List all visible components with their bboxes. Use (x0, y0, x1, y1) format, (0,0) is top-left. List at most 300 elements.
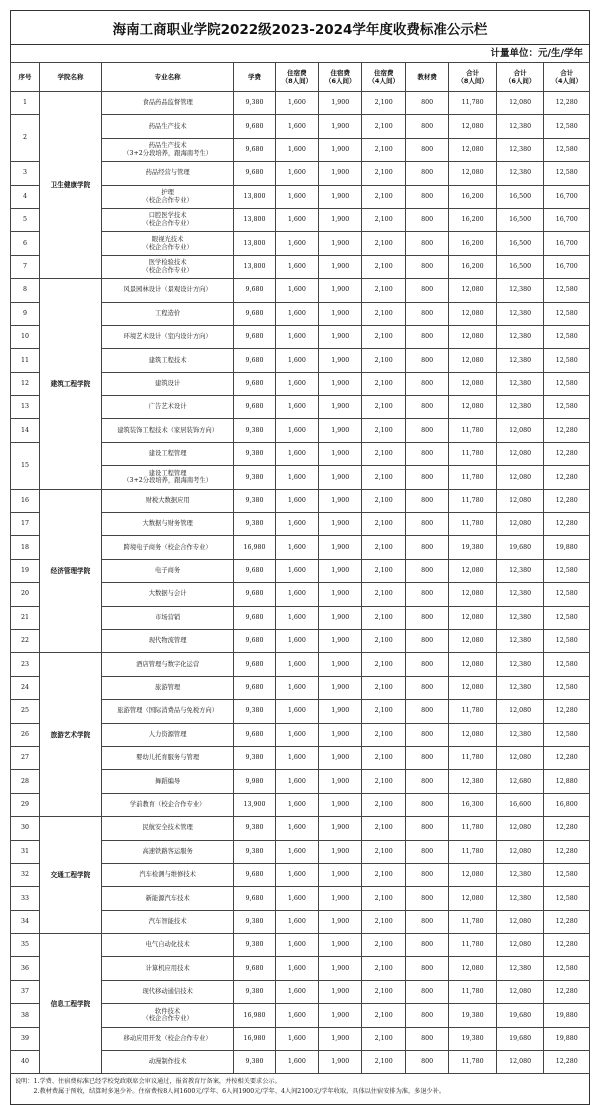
table-row (11, 92, 590, 115)
major-name-cell: 汽车检测与维修技术 (101, 863, 233, 886)
t6-cell: 12,380 (496, 115, 544, 138)
t4-cell: 12,580 (544, 325, 590, 348)
row-number-cell: 18 (11, 536, 40, 559)
t8-cell: 11,780 (449, 466, 497, 489)
major-name-cell: 新能源汽车技术 (101, 887, 233, 910)
d8-cell: 1,600 (275, 396, 318, 419)
d6-cell: 1,900 (319, 489, 362, 512)
t6-cell: 12,080 (496, 92, 544, 115)
unit-label: 计量单位：元/生/学年 (10, 44, 590, 62)
t4-cell: 12,580 (544, 863, 590, 886)
t6-cell: 16,500 (496, 232, 544, 255)
major-name-cell: 现代移动通信技术 (101, 980, 233, 1003)
major-name-cell: 现代物流管理 (101, 629, 233, 652)
fee-cell: 9,680 (234, 162, 275, 185)
d6-cell: 1,900 (319, 419, 362, 442)
t6-cell: 12,380 (496, 279, 544, 302)
row-number-cell: 40 (11, 1051, 40, 1074)
t4-cell: 12,580 (544, 653, 590, 676)
t4-cell: 12,580 (544, 676, 590, 699)
t6-cell: 12,380 (496, 723, 544, 746)
t8-cell: 19,380 (449, 1027, 497, 1050)
major-name-cell: 眼视光技术 （校企合作专业） (101, 232, 233, 255)
row-number-cell: 33 (11, 887, 40, 910)
t6-cell: 12,080 (496, 419, 544, 442)
t4-cell: 12,580 (544, 559, 590, 582)
d8-cell: 1,600 (275, 208, 318, 231)
t4-cell: 12,280 (544, 910, 590, 933)
d8-cell: 1,600 (275, 840, 318, 863)
header-cell: 序号 (11, 63, 40, 92)
d8-cell: 1,600 (275, 92, 318, 115)
t8-cell: 16,200 (449, 232, 497, 255)
d4-cell: 2,100 (362, 957, 405, 980)
t8-cell: 19,380 (449, 536, 497, 559)
t4-cell: 19,880 (544, 1004, 590, 1027)
fee-cell: 9,680 (234, 349, 275, 372)
d6-cell: 1,900 (319, 934, 362, 957)
fee-cell: 9,380 (234, 489, 275, 512)
header-cell: 合计 （4人间） (544, 63, 590, 92)
fee-cell: 13,800 (234, 208, 275, 231)
book-cell: 800 (405, 700, 448, 723)
d8-cell: 1,600 (275, 629, 318, 652)
d8-cell: 1,600 (275, 513, 318, 536)
t8-cell: 11,780 (449, 817, 497, 840)
d6-cell: 1,900 (319, 817, 362, 840)
fee-cell: 9,680 (234, 372, 275, 395)
fee-cell: 9,680 (234, 887, 275, 910)
t8-cell: 16,300 (449, 793, 497, 816)
t4-cell: 12,580 (544, 606, 590, 629)
d4-cell: 2,100 (362, 208, 405, 231)
d6-cell: 1,900 (319, 466, 362, 489)
d6-cell: 1,900 (319, 232, 362, 255)
t8-cell: 11,780 (449, 910, 497, 933)
t6-cell: 16,500 (496, 208, 544, 231)
d6-cell: 1,900 (319, 770, 362, 793)
d8-cell: 1,600 (275, 185, 318, 208)
row-number-cell: 28 (11, 770, 40, 793)
t4-cell: 12,580 (544, 887, 590, 910)
d6-cell: 1,900 (319, 279, 362, 302)
d6-cell: 1,900 (319, 606, 362, 629)
book-cell: 800 (405, 442, 448, 465)
d4-cell: 2,100 (362, 232, 405, 255)
d4-cell: 2,100 (362, 1051, 405, 1074)
fee-cell: 9,380 (234, 840, 275, 863)
major-name-cell: 市场营销 (101, 606, 233, 629)
header-cell: 住宿费 （4人间） (362, 63, 405, 92)
d8-cell: 1,600 (275, 232, 318, 255)
d6-cell: 1,900 (319, 185, 362, 208)
t6-cell: 16,600 (496, 793, 544, 816)
d6-cell: 1,900 (319, 653, 362, 676)
t6-cell: 12,380 (496, 863, 544, 886)
d4-cell: 2,100 (362, 442, 405, 465)
d4-cell: 2,100 (362, 255, 405, 278)
note-line: 说明：1.学费、住宿费标准已经学校党政联席会审议通过，报省教育厅备案，并按相关要求公示。 (15, 1078, 281, 1086)
row-number-cell: 26 (11, 723, 40, 746)
book-cell: 800 (405, 676, 448, 699)
t4-cell: 12,580 (544, 723, 590, 746)
book-cell: 800 (405, 466, 448, 489)
major-name-cell: 环境艺术设计（室内设计方向） (101, 325, 233, 348)
row-number-cell: 9 (11, 302, 40, 325)
t6-cell: 12,080 (496, 513, 544, 536)
t4-cell: 12,280 (544, 442, 590, 465)
t6-cell: 12,380 (496, 162, 544, 185)
college-name-cell: 旅游艺术学院 (39, 653, 101, 817)
t8-cell: 16,200 (449, 185, 497, 208)
fee-cell: 9,380 (234, 910, 275, 933)
book-cell: 800 (405, 957, 448, 980)
major-name-cell: 药品经营与管理 (101, 162, 233, 185)
d4-cell: 2,100 (362, 559, 405, 582)
t8-cell: 12,080 (449, 629, 497, 652)
notes (10, 1074, 590, 1105)
d4-cell: 2,100 (362, 653, 405, 676)
t6-cell: 12,080 (496, 442, 544, 465)
d8-cell: 1,600 (275, 606, 318, 629)
major-name-cell: 旅游管理（国际消费品与免税方向） (101, 700, 233, 723)
t8-cell: 12,080 (449, 653, 497, 676)
book-cell: 800 (405, 559, 448, 582)
t6-cell: 12,080 (496, 910, 544, 933)
d6-cell: 1,900 (319, 138, 362, 161)
d4-cell: 2,100 (362, 606, 405, 629)
t8-cell: 16,200 (449, 208, 497, 231)
t6-cell: 12,380 (496, 957, 544, 980)
t4-cell: 12,280 (544, 92, 590, 115)
t4-cell: 12,280 (544, 489, 590, 512)
book-cell: 800 (405, 817, 448, 840)
major-name-cell: 计算机应用技术 (101, 957, 233, 980)
d8-cell: 1,600 (275, 162, 318, 185)
d8-cell: 1,600 (275, 279, 318, 302)
d8-cell: 1,600 (275, 442, 318, 465)
d4-cell: 2,100 (362, 793, 405, 816)
d4-cell: 2,100 (362, 419, 405, 442)
d6-cell: 1,900 (319, 676, 362, 699)
t4-cell: 12,280 (544, 419, 590, 442)
d6-cell: 1,900 (319, 302, 362, 325)
row-number-cell: 37 (11, 980, 40, 1003)
header-cell: 合计 （8人间） (449, 63, 497, 92)
d8-cell: 1,600 (275, 466, 318, 489)
major-name-cell: 建设工程管理 （3+2分段培养，跟海南考生） (101, 466, 233, 489)
fee-notice-board (10, 10, 590, 1105)
d4-cell: 2,100 (362, 396, 405, 419)
d6-cell: 1,900 (319, 92, 362, 115)
d8-cell: 1,600 (275, 817, 318, 840)
row-number-cell: 16 (11, 489, 40, 512)
row-number-cell: 24 (11, 676, 40, 699)
d6-cell: 1,900 (319, 863, 362, 886)
t8-cell: 12,380 (449, 770, 497, 793)
row-number-cell: 20 (11, 583, 40, 606)
t8-cell: 16,200 (449, 255, 497, 278)
t4-cell: 12,580 (544, 396, 590, 419)
t8-cell: 11,780 (449, 92, 497, 115)
d6-cell: 1,900 (319, 910, 362, 933)
book-cell: 800 (405, 349, 448, 372)
t8-cell: 11,780 (449, 980, 497, 1003)
d4-cell: 2,100 (362, 489, 405, 512)
t4-cell: 12,280 (544, 513, 590, 536)
header-cell: 学费 (234, 63, 275, 92)
fee-cell: 9,680 (234, 676, 275, 699)
book-cell: 800 (405, 583, 448, 606)
t6-cell: 12,380 (496, 559, 544, 582)
major-name-cell: 软件技术 （校企合作专业） (101, 1004, 233, 1027)
header-cell: 专业名称 (101, 63, 233, 92)
major-name-cell: 药品生产技术 (101, 115, 233, 138)
d8-cell: 1,600 (275, 793, 318, 816)
t6-cell: 12,380 (496, 887, 544, 910)
book-cell: 800 (405, 489, 448, 512)
table-row (11, 817, 590, 840)
t8-cell: 12,080 (449, 396, 497, 419)
t8-cell: 11,780 (449, 700, 497, 723)
book-cell: 800 (405, 1027, 448, 1050)
t8-cell: 19,380 (449, 1004, 497, 1027)
row-number-cell: 39 (11, 1027, 40, 1050)
header-cell: 合计 （6人间） (496, 63, 544, 92)
t4-cell: 12,880 (544, 770, 590, 793)
fee-cell: 9,380 (234, 980, 275, 1003)
major-name-cell: 广告艺术设计 (101, 396, 233, 419)
major-name-cell: 大数据与会计 (101, 583, 233, 606)
t8-cell: 12,080 (449, 162, 497, 185)
book-cell: 800 (405, 513, 448, 536)
d6-cell: 1,900 (319, 396, 362, 419)
fee-cell: 9,680 (234, 279, 275, 302)
d4-cell: 2,100 (362, 700, 405, 723)
fee-cell: 9,980 (234, 770, 275, 793)
row-number-cell: 13 (11, 396, 40, 419)
row-number-cell: 35 (11, 934, 40, 957)
college-name-cell: 信息工程学院 (39, 934, 101, 1074)
t4-cell: 16,800 (544, 793, 590, 816)
d4-cell: 2,100 (362, 583, 405, 606)
major-name-cell: 汽车智能技术 (101, 910, 233, 933)
t8-cell: 11,780 (449, 746, 497, 769)
d8-cell: 1,600 (275, 723, 318, 746)
t6-cell: 12,380 (496, 138, 544, 161)
fee-cell: 9,680 (234, 559, 275, 582)
t4-cell: 12,280 (544, 840, 590, 863)
d8-cell: 1,600 (275, 255, 318, 278)
t6-cell: 12,380 (496, 372, 544, 395)
major-name-cell: 舞蹈编导 (101, 770, 233, 793)
d4-cell: 2,100 (362, 817, 405, 840)
major-name-cell: 大数据与财务管理 (101, 513, 233, 536)
major-name-cell: 电子商务 (101, 559, 233, 582)
major-name-cell: 人力资源管理 (101, 723, 233, 746)
fee-cell: 9,380 (234, 700, 275, 723)
book-cell: 800 (405, 419, 448, 442)
d6-cell: 1,900 (319, 513, 362, 536)
d8-cell: 1,600 (275, 1027, 318, 1050)
fee-cell: 9,680 (234, 138, 275, 161)
d6-cell: 1,900 (319, 349, 362, 372)
book-cell: 800 (405, 536, 448, 559)
t6-cell: 12,380 (496, 629, 544, 652)
t4-cell: 16,700 (544, 185, 590, 208)
fee-cell: 13,900 (234, 793, 275, 816)
book-cell: 800 (405, 162, 448, 185)
t6-cell: 12,380 (496, 676, 544, 699)
t4-cell: 12,580 (544, 302, 590, 325)
d4-cell: 2,100 (362, 629, 405, 652)
d6-cell: 1,900 (319, 629, 362, 652)
major-name-cell: 高速铁路客运服务 (101, 840, 233, 863)
major-name-cell: 建筑装饰工程技术（家居装饰方向） (101, 419, 233, 442)
t6-cell: 12,380 (496, 349, 544, 372)
major-name-cell: 建筑设计 (101, 372, 233, 395)
college-name-cell: 建筑工程学院 (39, 279, 101, 490)
row-number-cell: 21 (11, 606, 40, 629)
fee-cell: 9,380 (234, 419, 275, 442)
t4-cell: 12,580 (544, 583, 590, 606)
row-number-cell: 31 (11, 840, 40, 863)
t4-cell: 16,700 (544, 208, 590, 231)
row-number-cell: 4 (11, 185, 40, 208)
d6-cell: 1,900 (319, 162, 362, 185)
major-name-cell: 动漫制作技术 (101, 1051, 233, 1074)
row-number-cell: 6 (11, 232, 40, 255)
row-number-cell: 19 (11, 559, 40, 582)
t4-cell: 12,580 (544, 629, 590, 652)
d8-cell: 1,600 (275, 653, 318, 676)
book-cell: 800 (405, 255, 448, 278)
row-number-cell: 25 (11, 700, 40, 723)
d8-cell: 1,600 (275, 349, 318, 372)
d8-cell: 1,600 (275, 372, 318, 395)
major-name-cell: 医学检验技术 （校企合作专业） (101, 255, 233, 278)
t8-cell: 12,080 (449, 349, 497, 372)
t8-cell: 12,080 (449, 372, 497, 395)
major-name-cell: 婴幼儿托育服务与管理 (101, 746, 233, 769)
d8-cell: 1,600 (275, 115, 318, 138)
d8-cell: 1,600 (275, 489, 318, 512)
t8-cell: 11,780 (449, 419, 497, 442)
t6-cell: 12,080 (496, 466, 544, 489)
d8-cell: 1,600 (275, 980, 318, 1003)
t4-cell: 12,280 (544, 1051, 590, 1074)
t6-cell: 19,680 (496, 536, 544, 559)
major-name-cell: 风景园林设计（景观设计方向） (101, 279, 233, 302)
fee-cell: 9,380 (234, 92, 275, 115)
t8-cell: 12,080 (449, 957, 497, 980)
fee-cell: 9,680 (234, 723, 275, 746)
major-name-cell: 建筑工程技术 (101, 349, 233, 372)
fee-cell: 9,680 (234, 583, 275, 606)
book-cell: 800 (405, 279, 448, 302)
book-cell: 800 (405, 606, 448, 629)
college-name-cell: 卫生健康学院 (39, 92, 101, 279)
t8-cell: 11,780 (449, 489, 497, 512)
t4-cell: 12,280 (544, 466, 590, 489)
d4-cell: 2,100 (362, 746, 405, 769)
d6-cell: 1,900 (319, 536, 362, 559)
d6-cell: 1,900 (319, 887, 362, 910)
fee-cell: 9,680 (234, 863, 275, 886)
row-number-cell: 8 (11, 279, 40, 302)
d8-cell: 1,600 (275, 138, 318, 161)
d4-cell: 2,100 (362, 1027, 405, 1050)
table-row (11, 489, 590, 512)
d6-cell: 1,900 (319, 980, 362, 1003)
d4-cell: 2,100 (362, 1004, 405, 1027)
page-title: 海南工商职业学院2022级2023-2024学年度收费标准公示栏 (10, 10, 590, 44)
book-cell: 800 (405, 185, 448, 208)
t4-cell: 19,880 (544, 536, 590, 559)
t8-cell: 12,080 (449, 723, 497, 746)
t4-cell: 16,700 (544, 232, 590, 255)
d8-cell: 1,600 (275, 957, 318, 980)
d8-cell: 1,600 (275, 676, 318, 699)
d4-cell: 2,100 (362, 770, 405, 793)
book-cell: 800 (405, 629, 448, 652)
fee-cell: 9,380 (234, 466, 275, 489)
t6-cell: 12,080 (496, 746, 544, 769)
t6-cell: 19,680 (496, 1027, 544, 1050)
row-number-cell: 5 (11, 208, 40, 231)
d6-cell: 1,900 (319, 325, 362, 348)
d6-cell: 1,900 (319, 208, 362, 231)
d6-cell: 1,900 (319, 442, 362, 465)
d6-cell: 1,900 (319, 840, 362, 863)
fee-cell: 9,380 (234, 817, 275, 840)
t6-cell: 16,500 (496, 255, 544, 278)
d4-cell: 2,100 (362, 863, 405, 886)
t8-cell: 12,080 (449, 115, 497, 138)
fee-cell: 9,680 (234, 629, 275, 652)
fee-cell: 9,680 (234, 606, 275, 629)
t6-cell: 12,080 (496, 934, 544, 957)
d6-cell: 1,900 (319, 372, 362, 395)
fee-cell: 9,380 (234, 746, 275, 769)
t4-cell: 19,880 (544, 1027, 590, 1050)
t4-cell: 12,580 (544, 349, 590, 372)
d8-cell: 1,600 (275, 1004, 318, 1027)
d8-cell: 1,600 (275, 302, 318, 325)
t8-cell: 11,780 (449, 442, 497, 465)
fee-cell: 9,680 (234, 302, 275, 325)
row-number-cell: 12 (11, 372, 40, 395)
fee-cell: 9,680 (234, 653, 275, 676)
d8-cell: 1,600 (275, 559, 318, 582)
d4-cell: 2,100 (362, 513, 405, 536)
book-cell: 800 (405, 770, 448, 793)
table-row (11, 653, 590, 676)
t6-cell: 12,380 (496, 606, 544, 629)
t8-cell: 11,780 (449, 513, 497, 536)
book-cell: 800 (405, 910, 448, 933)
row-number-cell: 22 (11, 629, 40, 652)
t6-cell: 12,080 (496, 489, 544, 512)
d6-cell: 1,900 (319, 583, 362, 606)
college-name-cell: 经济管理学院 (39, 489, 101, 653)
d6-cell: 1,900 (319, 1051, 362, 1074)
t4-cell: 12,280 (544, 817, 590, 840)
book-cell: 800 (405, 396, 448, 419)
college-name-cell: 交通工程学院 (39, 817, 101, 934)
book-cell: 800 (405, 653, 448, 676)
table-row (11, 279, 590, 302)
